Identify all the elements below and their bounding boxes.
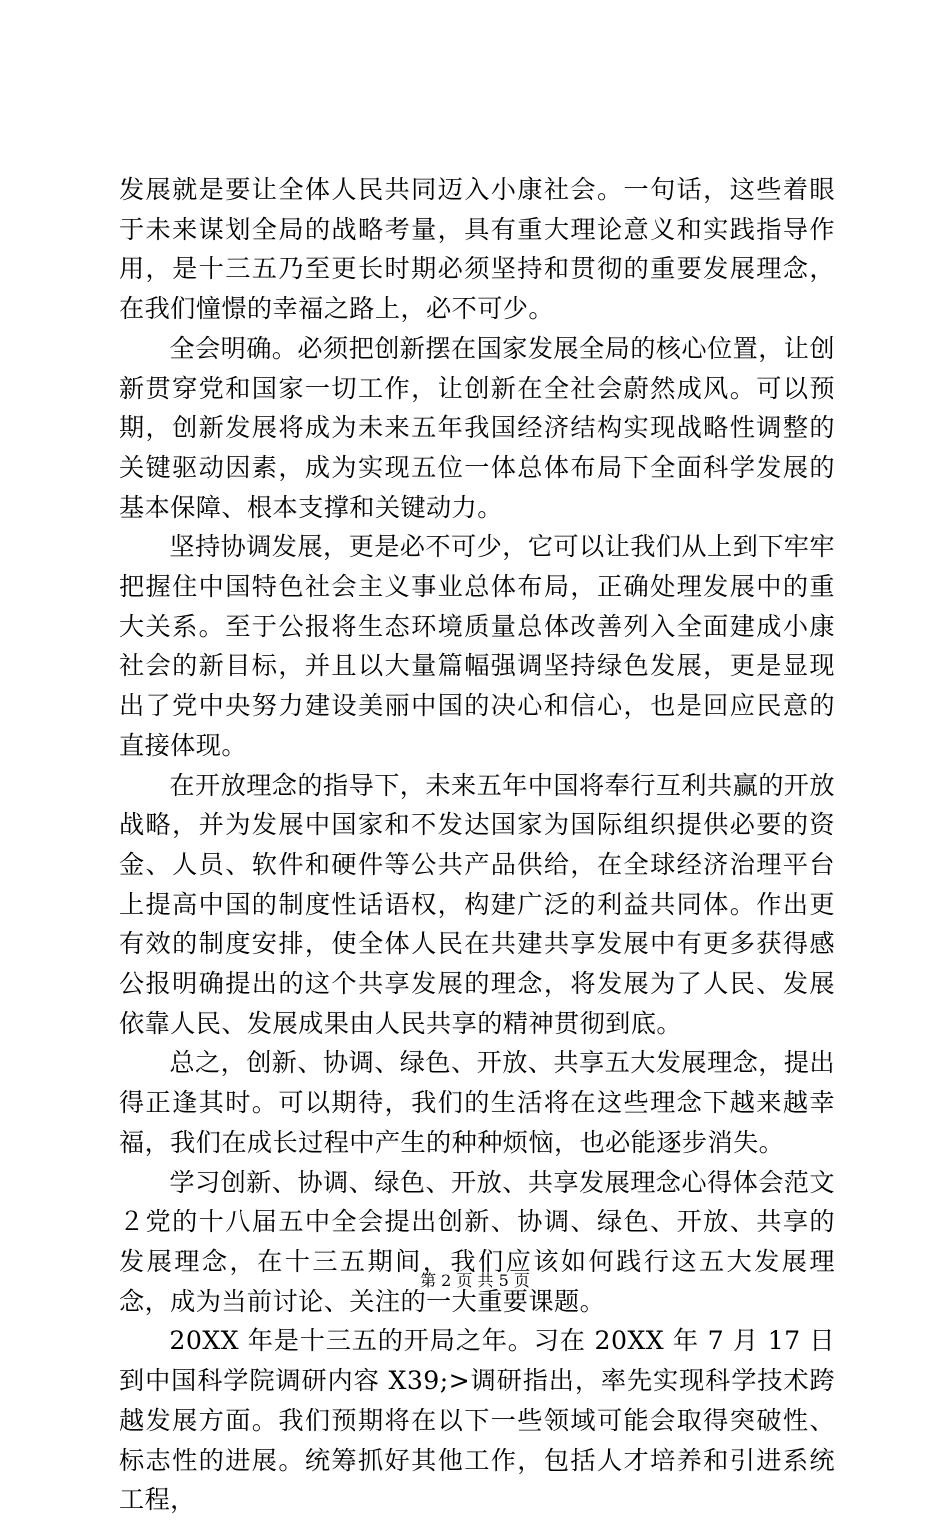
paragraph-5: 总之，创新、协调、绿色、开放、共享五大发展理念，提出得正逢其时。可以期待，我们的生活将在这些理念下越来越幸福，我们在成长过程中产生的种种烦恼，也必能逐步消失。 (119, 1048, 835, 1157)
paragraph-2: 全会明确。必须把创新摆在国家发展全局的核心位置，让创新贯穿党和国家一切工作，让创新在全社会蔚然成风。可以预期，创新发展将成为未来五年我国经济结构实现战略性调整的关键驱动因素，成为实现五位一体总体布局下全面科学发展的基本保障、根本支撑和关键动力。 (119, 333, 835, 522)
document-body (119, 170, 835, 1520)
page-number-footer: 第 2 页 共 5 页 (420, 1271, 530, 1290)
paragraph-1: 发展就是要让全体人民共同迈入小康社会。一句话，这些着眼于未来谋划全局的战略考量，具有重大理论意义和实践指导作用，是十三五乃至更长时期必须坚持和贯彻的重要发展理念，在我们憧憬的幸福之路上，必不可少。 (119, 175, 835, 324)
paragraph-7: 20XX 年是十三五的开局之年。习在 20XX 年 7 月 17 日到中国科学院调研内容 X39;>调研指出，率先实现科学技术跨越发展方面。我们预期将在以下一些领域可能会取得突破性、标志性的进展。统筹抓好其他工作，包括人才培养和引进系统工程， (119, 1326, 835, 1515)
paragraph-4: 在开放理念的指导下，未来五年中国将奉行互利共赢的开放战略，并为发展中国家和不发达国家为国际组织提供必要的资金、人员、软件和硬件等公共产品供给，在全球经济治理平台上提高中国的制度性话语权，构建广泛的利益共同体。作出更有效的制度安排，使全体人民在共建共享发展中有更多获得感公报明确提出的这个共享发展的理念，将发展为了人民、发展依靠人民、发展成果由人民共享的精神贯彻到底。 (119, 770, 835, 1038)
paragraph-3: 坚持协调发展，更是必不可少，它可以让我们从上到下牢牢把握住中国特色社会主义事业总体布局，正确处理发展中的重大关系。至于公报将生态环境质量总体改善列入全面建成小康社会的新目标，并且以大量篇幅强调坚持绿色发展，更是显现出了党中央努力建设美丽中国的决心和信心，也是回应民意的直接体现。 (119, 532, 835, 760)
paragraph-6: 学习创新、协调、绿色、开放、共享发展理念心得体会范文２党的十八届五中全会提出创新、协调、绿色、开放、共享的发展理念，在十三五期间，我们应该如何践行这五大发展理念，成为当前讨论、关注的一大重要课题。 (119, 1167, 835, 1316)
